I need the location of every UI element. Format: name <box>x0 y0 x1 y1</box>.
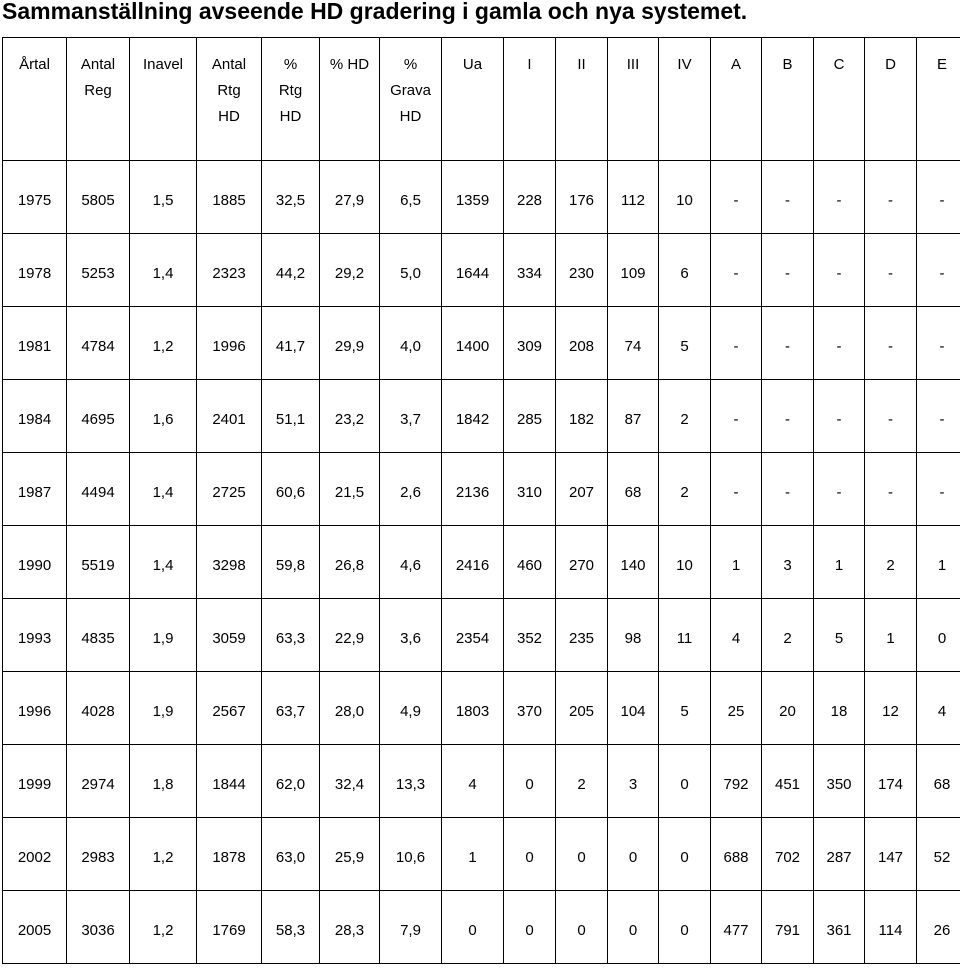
table-cell: 5 <box>659 672 711 745</box>
table-cell: 0 <box>504 891 556 964</box>
year-cell: 1975 <box>3 161 67 234</box>
table-cell: 451 <box>762 745 814 818</box>
document-title: Sammanställning avseende HD gradering i gamla och nya systemet. <box>2 0 748 24</box>
table-cell: - <box>865 453 917 526</box>
table-cell: 51,1 <box>262 380 320 453</box>
column-header <box>130 38 197 161</box>
column-header-line: E <box>936 56 947 73</box>
table-cell: 4494 <box>67 453 130 526</box>
column-header-line: III <box>626 56 640 73</box>
table-cell: 112 <box>608 161 659 234</box>
table-cell: 140 <box>608 526 659 599</box>
table-cell: 230 <box>556 234 608 307</box>
table-cell: 235 <box>556 599 608 672</box>
table-cell: 2 <box>556 745 608 818</box>
table-cell: 1 <box>711 526 762 599</box>
table-cell: 0 <box>608 818 659 891</box>
table-cell: - <box>917 453 960 526</box>
table-cell: 10,6 <box>380 818 442 891</box>
table-cell: 1,2 <box>130 818 197 891</box>
table-cell: 702 <box>762 818 814 891</box>
table-cell: 1996 <box>197 307 262 380</box>
table-cell: - <box>762 380 814 453</box>
table-cell: 4 <box>442 745 504 818</box>
table-cell: 309 <box>504 307 556 380</box>
table-row <box>3 307 960 380</box>
table-cell: 1844 <box>197 745 262 818</box>
table-cell: 0 <box>608 891 659 964</box>
table-cell: 68 <box>917 745 960 818</box>
table-cell: 174 <box>865 745 917 818</box>
table-cell: 29,9 <box>320 307 380 380</box>
table-cell: 104 <box>608 672 659 745</box>
table-cell: 0 <box>659 818 711 891</box>
table-cell: 25 <box>711 672 762 745</box>
table-cell: 1,4 <box>130 526 197 599</box>
table-cell: 688 <box>711 818 762 891</box>
table-cell: 334 <box>504 234 556 307</box>
column-header <box>608 38 659 161</box>
year-cell: 1996 <box>3 672 67 745</box>
column-header <box>67 38 130 161</box>
table-cell: - <box>814 307 865 380</box>
column-header-line: HD <box>399 108 422 125</box>
table-cell: 6 <box>659 234 711 307</box>
table-cell: 26,8 <box>320 526 380 599</box>
table-cell: 4784 <box>67 307 130 380</box>
table-cell: 352 <box>504 599 556 672</box>
table-cell: 0 <box>917 599 960 672</box>
table-row <box>3 234 960 307</box>
year-cell: 1990 <box>3 526 67 599</box>
table-cell: 2401 <box>197 380 262 453</box>
column-header-line: Rtg <box>217 82 241 99</box>
table-cell: 41,7 <box>262 307 320 380</box>
table-cell: 60,6 <box>262 453 320 526</box>
table-cell: 477 <box>711 891 762 964</box>
table-cell: - <box>865 161 917 234</box>
table-cell: 2983 <box>67 818 130 891</box>
table-cell: 87 <box>608 380 659 453</box>
column-header <box>262 38 320 161</box>
table-cell: 62,0 <box>262 745 320 818</box>
table-cell: 3,6 <box>380 599 442 672</box>
table-cell: - <box>814 380 865 453</box>
table-cell: 68 <box>608 453 659 526</box>
column-header-line: % HD <box>329 56 370 73</box>
column-header <box>3 38 67 161</box>
column-header-line: Ua <box>462 56 483 73</box>
table-cell: 370 <box>504 672 556 745</box>
table-cell: - <box>814 234 865 307</box>
table-cell: 11 <box>659 599 711 672</box>
table-cell: 4695 <box>67 380 130 453</box>
table-cell: 32,4 <box>320 745 380 818</box>
column-header-line: % <box>283 56 298 73</box>
table-cell: - <box>917 307 960 380</box>
table-row <box>3 745 960 818</box>
column-header-line: A <box>730 56 741 73</box>
table-cell: 182 <box>556 380 608 453</box>
table-cell: 2136 <box>442 453 504 526</box>
table-cell: 4835 <box>67 599 130 672</box>
table-cell: - <box>917 380 960 453</box>
year-cell: 1993 <box>3 599 67 672</box>
table-cell: 1842 <box>442 380 504 453</box>
table-cell: 28,3 <box>320 891 380 964</box>
table-cell: 2725 <box>197 453 262 526</box>
table-cell: 1,8 <box>130 745 197 818</box>
table-cell: 207 <box>556 453 608 526</box>
column-header-line: Rtg <box>278 82 303 99</box>
table-cell: 28,0 <box>320 672 380 745</box>
table-cell: 5805 <box>67 161 130 234</box>
table-cell: 361 <box>814 891 865 964</box>
table-cell: - <box>865 380 917 453</box>
table-row <box>3 453 960 526</box>
column-header <box>917 38 960 161</box>
table-cell: - <box>865 234 917 307</box>
table-cell: 0 <box>504 818 556 891</box>
table-cell: - <box>814 161 865 234</box>
table-cell: 1 <box>865 599 917 672</box>
table-cell: 29,2 <box>320 234 380 307</box>
table-cell: - <box>814 453 865 526</box>
year-cell: 1984 <box>3 380 67 453</box>
table-cell: 5 <box>659 307 711 380</box>
column-header-line: D <box>885 56 896 73</box>
table-cell: - <box>865 307 917 380</box>
table-cell: 21,5 <box>320 453 380 526</box>
table-cell: - <box>711 161 762 234</box>
year-cell: 1981 <box>3 307 67 380</box>
table-cell: 2567 <box>197 672 262 745</box>
table-cell: 20 <box>762 672 814 745</box>
table-cell: 1359 <box>442 161 504 234</box>
table-cell: 791 <box>762 891 814 964</box>
year-cell: 1999 <box>3 745 67 818</box>
table-cell: - <box>917 234 960 307</box>
table-cell: 147 <box>865 818 917 891</box>
column-header-line: Antal <box>80 56 116 73</box>
table-cell: 58,3 <box>262 891 320 964</box>
table-cell: 27,9 <box>320 161 380 234</box>
hd-grading-table <box>2 37 960 964</box>
table-cell: 1 <box>814 526 865 599</box>
table-cell: 0 <box>659 745 711 818</box>
table-row <box>3 891 960 964</box>
column-header <box>865 38 917 161</box>
table-cell: 1 <box>442 818 504 891</box>
table-cell: - <box>917 161 960 234</box>
table-cell: 2354 <box>442 599 504 672</box>
table-cell: 25,9 <box>320 818 380 891</box>
column-header-line: II <box>577 56 586 73</box>
table-cell: 52 <box>917 818 960 891</box>
column-header-line: Grava <box>390 82 431 99</box>
column-header-line: IV <box>677 56 692 73</box>
table-cell: 13,3 <box>380 745 442 818</box>
table-cell: 23,2 <box>320 380 380 453</box>
table-cell: 1,9 <box>130 672 197 745</box>
table-cell: 5519 <box>67 526 130 599</box>
table-cell: 792 <box>711 745 762 818</box>
table-cell: 98 <box>608 599 659 672</box>
table-cell: 310 <box>504 453 556 526</box>
table-cell: 10 <box>659 526 711 599</box>
table-cell: 4 <box>711 599 762 672</box>
table-cell: - <box>711 380 762 453</box>
table-cell: 0 <box>556 891 608 964</box>
column-header <box>659 38 711 161</box>
column-header <box>442 38 504 161</box>
table-cell: 2974 <box>67 745 130 818</box>
table-cell: 3 <box>762 526 814 599</box>
year-cell: 2005 <box>3 891 67 964</box>
table-cell: 3,7 <box>380 380 442 453</box>
table-cell: 287 <box>814 818 865 891</box>
year-cell: 2002 <box>3 818 67 891</box>
table-cell: 1803 <box>442 672 504 745</box>
table-cell: 4,0 <box>380 307 442 380</box>
table-row <box>3 672 960 745</box>
table-cell: 4,6 <box>380 526 442 599</box>
column-header <box>762 38 814 161</box>
table-cell: 0 <box>504 745 556 818</box>
column-header-line: I <box>527 56 532 73</box>
column-header-line: HD <box>279 108 302 125</box>
table-cell: 12 <box>865 672 917 745</box>
column-header <box>711 38 762 161</box>
table-cell: 2 <box>865 526 917 599</box>
table-cell: 285 <box>504 380 556 453</box>
table-cell: 1,6 <box>130 380 197 453</box>
table-cell: 1,4 <box>130 234 197 307</box>
table-cell: 460 <box>504 526 556 599</box>
table-cell: 0 <box>556 818 608 891</box>
table-cell: 0 <box>442 891 504 964</box>
table-cell: 22,9 <box>320 599 380 672</box>
column-header-line: Antal <box>211 56 247 73</box>
table-cell: 1,2 <box>130 891 197 964</box>
table-cell: 59,8 <box>262 526 320 599</box>
column-header <box>320 38 380 161</box>
table-row <box>3 526 960 599</box>
table-cell: 6,5 <box>380 161 442 234</box>
table-cell: 63,7 <box>262 672 320 745</box>
table-cell: 10 <box>659 161 711 234</box>
column-header <box>380 38 442 161</box>
table-cell: 114 <box>865 891 917 964</box>
table-cell: 5,0 <box>380 234 442 307</box>
column-header <box>556 38 608 161</box>
table-cell: 2416 <box>442 526 504 599</box>
table-cell: 2 <box>659 453 711 526</box>
table-cell: - <box>711 453 762 526</box>
table-cell: 3 <box>608 745 659 818</box>
table-cell: 1,9 <box>130 599 197 672</box>
table-cell: 0 <box>659 891 711 964</box>
table-cell: 176 <box>556 161 608 234</box>
table-cell: 1,2 <box>130 307 197 380</box>
table-cell: 270 <box>556 526 608 599</box>
table-cell: 4028 <box>67 672 130 745</box>
table-cell: 3298 <box>197 526 262 599</box>
table-cell: - <box>711 234 762 307</box>
table-cell: 26 <box>917 891 960 964</box>
table-cell: 32,5 <box>262 161 320 234</box>
table-cell: 3059 <box>197 599 262 672</box>
table-row <box>3 599 960 672</box>
column-header-line: Inavel <box>142 56 184 73</box>
table-cell: 2 <box>659 380 711 453</box>
table-row <box>3 380 960 453</box>
table-cell: 205 <box>556 672 608 745</box>
table-header-row <box>3 38 960 161</box>
column-header <box>814 38 865 161</box>
table-cell: 63,0 <box>262 818 320 891</box>
table-cell: 1,5 <box>130 161 197 234</box>
table-cell: 2 <box>762 599 814 672</box>
column-header-line: C <box>833 56 845 73</box>
table-cell: 5 <box>814 599 865 672</box>
table-row <box>3 161 960 234</box>
table-cell: 1,4 <box>130 453 197 526</box>
table-cell: 18 <box>814 672 865 745</box>
table-cell: - <box>711 307 762 380</box>
table-cell: 1400 <box>442 307 504 380</box>
table-cell: - <box>762 161 814 234</box>
column-header-line: % <box>403 56 418 73</box>
table-cell: 44,2 <box>262 234 320 307</box>
year-cell: 1978 <box>3 234 67 307</box>
column-header <box>504 38 556 161</box>
table-cell: 228 <box>504 161 556 234</box>
table-cell: 1769 <box>197 891 262 964</box>
column-header-line: B <box>782 56 793 73</box>
table-cell: 1 <box>917 526 960 599</box>
table-cell: 208 <box>556 307 608 380</box>
table-cell: 350 <box>814 745 865 818</box>
table-cell: 74 <box>608 307 659 380</box>
table-cell: 7,9 <box>380 891 442 964</box>
table-cell: 1644 <box>442 234 504 307</box>
column-header <box>197 38 262 161</box>
table-cell: 4 <box>917 672 960 745</box>
table-cell: 1878 <box>197 818 262 891</box>
table-row <box>3 818 960 891</box>
table-cell: 4,9 <box>380 672 442 745</box>
table-cell: 5253 <box>67 234 130 307</box>
table-cell: - <box>762 234 814 307</box>
column-header-line: Reg <box>84 82 112 99</box>
table-body <box>3 161 960 964</box>
column-header-line: Årtal <box>19 56 50 73</box>
table-cell: - <box>762 307 814 380</box>
table-cell: 63,3 <box>262 599 320 672</box>
year-cell: 1987 <box>3 453 67 526</box>
table-cell: 2323 <box>197 234 262 307</box>
table-cell: 109 <box>608 234 659 307</box>
table-cell: 1885 <box>197 161 262 234</box>
table-cell: 2,6 <box>380 453 442 526</box>
table-cell: 3036 <box>67 891 130 964</box>
table-cell: - <box>762 453 814 526</box>
column-header-line: HD <box>218 108 240 125</box>
